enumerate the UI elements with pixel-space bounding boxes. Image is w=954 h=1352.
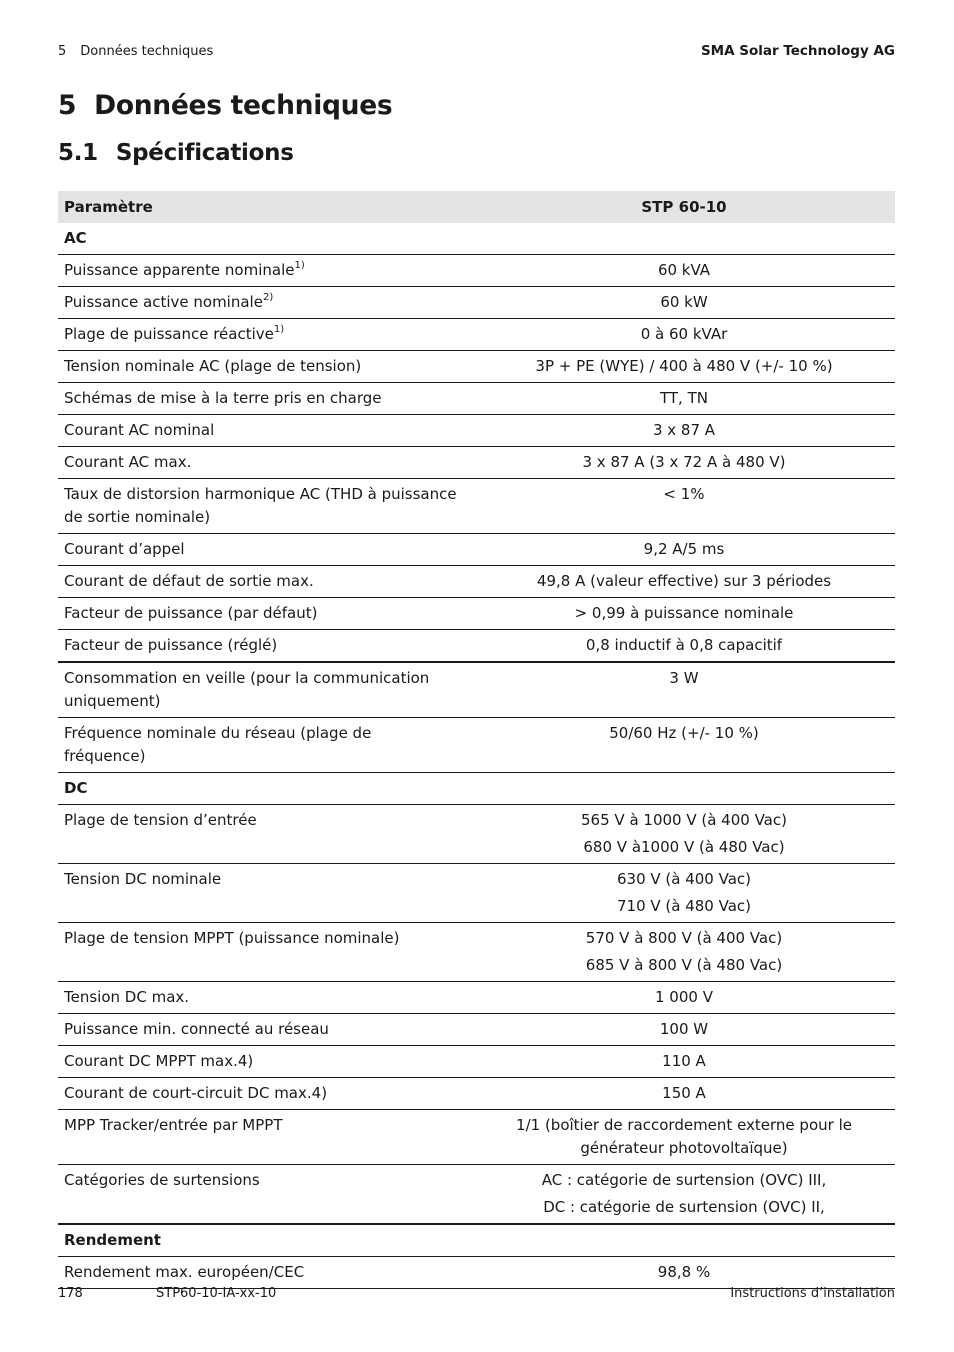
table-row: [58, 255, 895, 287]
parameter-label: Taux de distorsion harmonique AC (THD à puissance de sortie nominale): [64, 485, 457, 526]
table-row: [58, 1078, 895, 1110]
value-cell: [463, 630, 895, 663]
value-line: 50/60 Hz (+/- 10 %): [609, 724, 759, 742]
value-line: AC : catégorie de surtension (OVC) III,: [541, 1171, 827, 1189]
value-cell: [463, 447, 895, 479]
parameter-label: Puissance min. connecté au réseau: [64, 1020, 329, 1038]
parameter-cell: [58, 1257, 463, 1289]
parameter-cell: [58, 805, 463, 864]
value-line: 565 V à 1000 V (à 400 Vac): [581, 811, 787, 829]
value-line: 60 kVA: [657, 261, 711, 279]
value-line: 685 V à 800 V (à 480 Vac): [585, 956, 783, 974]
value-line: 9,2 A/5 ms: [643, 540, 725, 558]
value-line: 98,8 %: [657, 1263, 711, 1281]
parameter-label: Courant d’appel: [64, 540, 185, 558]
parameter-label: Courant de court-circuit DC max.4): [64, 1084, 328, 1102]
parameter-cell: [58, 1165, 463, 1225]
value-line: 0,8 inductif à 0,8 capacitif: [585, 636, 783, 654]
value-line: 680 V à1000 V (à 480 Vac): [583, 838, 785, 856]
table-row: [58, 1165, 895, 1225]
table-row: [58, 662, 895, 718]
table-row: [58, 1110, 895, 1165]
header-company: SMA Solar Technology AG: [700, 43, 895, 59]
table-header-row: [58, 191, 895, 223]
value-cell: [463, 1014, 895, 1046]
value-line: 3 x 87 A: [652, 421, 716, 439]
value-cell: [463, 415, 895, 447]
chapter-heading-number: 5: [58, 90, 77, 121]
parameter-cell: [58, 287, 463, 319]
value-line: > 0,99 à puissance nominale: [574, 604, 794, 622]
value-line: 3 x 87 A (3 x 72 A à 480 V): [582, 453, 786, 471]
section-title: AC: [58, 223, 895, 255]
value-cell: [463, 982, 895, 1014]
footer-document-title: Instructions d’installation: [730, 1286, 895, 1301]
footnote-marker: 1): [273, 324, 285, 335]
parameter-label: Courant de défaut de sortie max.: [64, 572, 314, 590]
parameter-label: Plage de puissance réactive: [64, 325, 274, 343]
value-cell: [463, 566, 895, 598]
table-row: [58, 287, 895, 319]
value-cell: [463, 351, 895, 383]
value-cell: [463, 923, 895, 982]
value-cell: [463, 479, 895, 534]
value-line: 60 kW: [660, 293, 708, 311]
parameter-label: Puissance active nominale: [64, 293, 263, 311]
table-row: [58, 805, 895, 864]
table-row: [58, 1046, 895, 1078]
parameter-cell: [58, 1078, 463, 1110]
parameter-cell: [58, 982, 463, 1014]
parameter-label: Rendement max. européen/CEC: [64, 1263, 305, 1281]
value-cell: [463, 287, 895, 319]
footer-document-code: STP60-10-IA-xx-10: [156, 1286, 277, 1301]
parameter-cell: [58, 1110, 463, 1165]
table-row: [58, 1014, 895, 1046]
footer-page-number: 178: [58, 1286, 83, 1301]
value-cell: [463, 383, 895, 415]
specifications-table: [58, 191, 895, 1289]
table-row: [58, 982, 895, 1014]
table-row: [58, 447, 895, 479]
value-cell: [463, 1257, 895, 1289]
parameter-cell: [58, 319, 463, 351]
value-line: 630 V (à 400 Vac): [616, 870, 752, 888]
parameter-label: Tension DC max.: [64, 988, 190, 1006]
value-line: 570 V à 800 V (à 400 Vac): [585, 929, 783, 947]
value-line: 0 à 60 kVAr: [640, 325, 728, 343]
parameter-label: Fréquence nominale du réseau (plage de fréquence): [64, 724, 372, 765]
table-row: [58, 351, 895, 383]
column-header-model: STP 60-10: [463, 191, 895, 223]
table-row: [58, 598, 895, 630]
value-cell: [463, 864, 895, 923]
parameter-cell: [58, 447, 463, 479]
table-row: [58, 566, 895, 598]
value-line: 150 A: [662, 1084, 706, 1102]
value-line: 1 000 V: [655, 988, 713, 1006]
value-cell: [463, 718, 895, 773]
value-cell: [463, 805, 895, 864]
value-line: 3P + PE (WYE) / 400 à 480 V (+/- 10 %): [535, 357, 833, 375]
parameter-cell: [58, 534, 463, 566]
parameter-cell: [58, 718, 463, 773]
table-row: [58, 479, 895, 534]
parameter-label: Facteur de puissance (par défaut): [64, 604, 318, 622]
value-cell: [463, 1110, 895, 1165]
value-cell: [463, 1078, 895, 1110]
value-cell: [463, 534, 895, 566]
table-row: [58, 864, 895, 923]
value-line: 3 W: [669, 669, 699, 687]
chapter-heading: [58, 90, 392, 121]
section-row: [58, 223, 895, 255]
table-row: [58, 415, 895, 447]
column-header-parameter: Paramètre: [58, 191, 463, 223]
table-row: [58, 630, 895, 663]
parameter-label: Plage de tension d’entrée: [64, 811, 257, 829]
table-row: [58, 383, 895, 415]
parameter-label: Schémas de mise à la terre pris en charge: [64, 389, 382, 407]
value-cell: [463, 662, 895, 718]
parameter-label: Courant AC nominal: [64, 421, 215, 439]
parameter-label: Plage de tension MPPT (puissance nominale): [64, 929, 400, 947]
parameter-label: Tension DC nominale: [64, 870, 222, 888]
value-line: 710 V (à 480 Vac): [616, 897, 752, 915]
parameter-cell: [58, 662, 463, 718]
parameter-label: Consommation en veille (pour la communication uniquement): [64, 669, 430, 710]
parameter-label: Tension nominale AC (plage de tension): [64, 357, 362, 375]
chapter-heading-text: Données techniques: [94, 90, 393, 121]
parameter-cell: [58, 255, 463, 287]
table-row: [58, 718, 895, 773]
parameter-cell: [58, 1046, 463, 1078]
value-line: 100 W: [659, 1020, 709, 1038]
parameter-label: Courant DC MPPT max.4): [64, 1052, 254, 1070]
parameter-cell: [58, 566, 463, 598]
parameter-label: MPP Tracker/entrée par MPPT: [64, 1116, 283, 1134]
parameter-cell: [58, 598, 463, 630]
header-chapter-number: 5: [58, 44, 67, 59]
section-heading-number: 5.1: [58, 140, 98, 166]
table-row: [58, 319, 895, 351]
parameter-cell: [58, 351, 463, 383]
parameter-label: Puissance apparente nominale: [64, 261, 295, 279]
parameter-cell: [58, 383, 463, 415]
parameter-cell: [58, 1014, 463, 1046]
parameter-cell: [58, 415, 463, 447]
section-heading-text: Spécifications: [115, 140, 294, 166]
section-row: [58, 773, 895, 805]
value-line: 110 A: [662, 1052, 706, 1070]
value-cell: [463, 598, 895, 630]
value-cell: [463, 319, 895, 351]
value-cell: [463, 1046, 895, 1078]
parameter-label: Catégories de surtensions: [64, 1171, 260, 1189]
footnote-marker: 1): [294, 260, 305, 271]
value-cell: [463, 1165, 895, 1225]
value-line: DC : catégorie de surtension (OVC) II,: [543, 1198, 825, 1216]
header-chapter-title: Données techniques: [80, 44, 214, 59]
section-row: [58, 1224, 895, 1257]
parameter-label: Courant AC max.: [64, 453, 192, 471]
value-line: 49,8 A (valeur effective) sur 3 périodes: [536, 572, 832, 590]
section-title: Rendement: [58, 1224, 895, 1257]
value-line: < 1%: [663, 485, 705, 503]
value-line: 1/1 (boîtier de raccordement externe pour le générateur photovoltaïque): [516, 1116, 852, 1157]
value-line: TT, TN: [660, 389, 708, 407]
running-header-chapter: [58, 44, 213, 59]
parameter-cell: [58, 923, 463, 982]
value-cell: [463, 255, 895, 287]
table-row: [58, 1257, 895, 1289]
footnote-marker: 2): [262, 292, 274, 303]
section-heading: [58, 140, 294, 166]
parameter-cell: [58, 864, 463, 923]
table-row: [58, 534, 895, 566]
parameter-cell: [58, 630, 463, 663]
section-title: DC: [58, 773, 895, 805]
parameter-label: Facteur de puissance (réglé): [64, 636, 278, 654]
table-row: [58, 923, 895, 982]
parameter-cell: [58, 479, 463, 534]
